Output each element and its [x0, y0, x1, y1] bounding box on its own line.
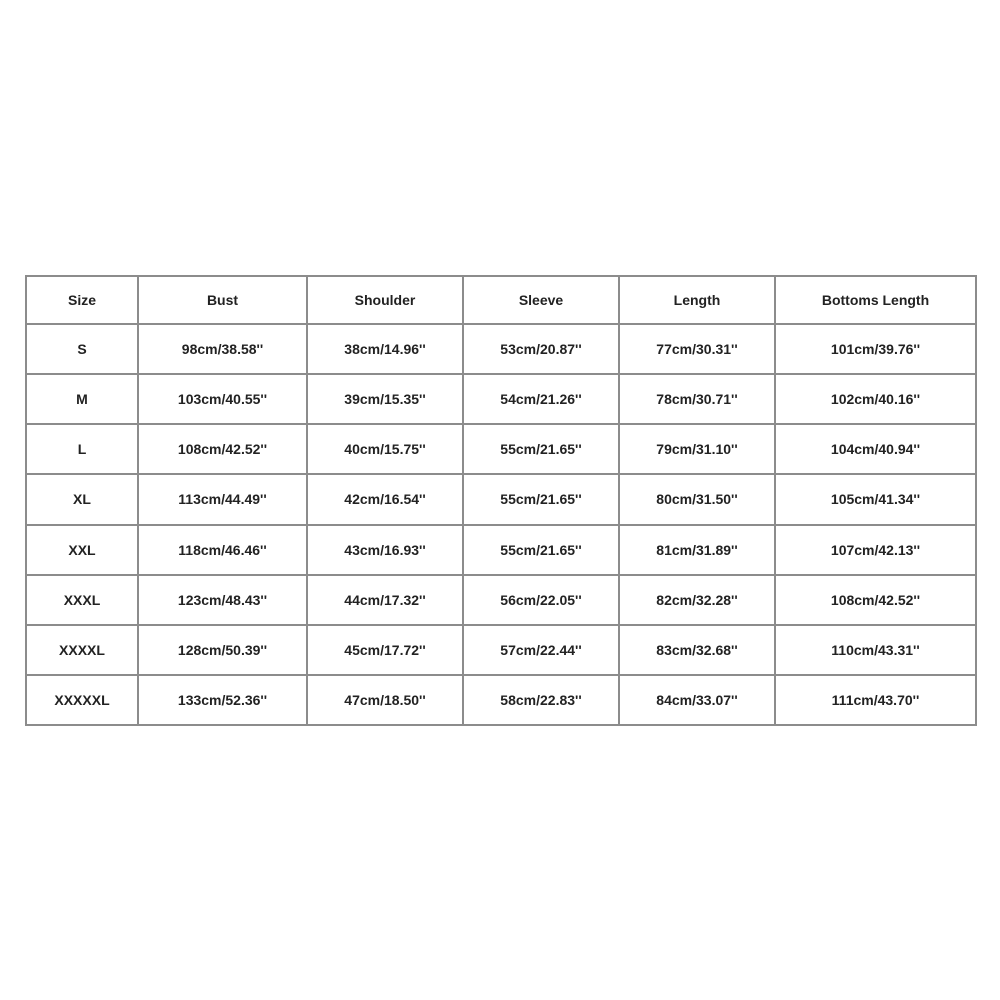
- table-row: [26, 625, 976, 675]
- cell-sleeve: 54cm/21.26'': [463, 374, 619, 424]
- cell-size: XXXXXL: [26, 675, 138, 725]
- cell-sleeve: 55cm/21.65'': [463, 525, 619, 575]
- header-length: Length: [619, 276, 775, 324]
- cell-size: XXL: [26, 525, 138, 575]
- cell-size: M: [26, 374, 138, 424]
- table-row: [26, 324, 976, 374]
- cell-length: 82cm/32.28'': [619, 575, 775, 625]
- cell-sleeve: 55cm/21.65'': [463, 474, 619, 524]
- table-row: [26, 675, 976, 725]
- table-row: [26, 525, 976, 575]
- size-chart-header: [26, 276, 976, 324]
- cell-shoulder: 42cm/16.54'': [307, 474, 463, 524]
- cell-size: S: [26, 324, 138, 374]
- cell-size: XXXXL: [26, 625, 138, 675]
- cell-bottoms-length: 108cm/42.52'': [775, 575, 976, 625]
- cell-bust: 118cm/46.46'': [138, 525, 307, 575]
- cell-bottoms-length: 102cm/40.16'': [775, 374, 976, 424]
- cell-sleeve: 58cm/22.83'': [463, 675, 619, 725]
- header-size: Size: [26, 276, 138, 324]
- cell-bust: 108cm/42.52'': [138, 424, 307, 474]
- cell-size: XL: [26, 474, 138, 524]
- cell-shoulder: 47cm/18.50'': [307, 675, 463, 725]
- header-bottoms-length: Bottoms Length: [775, 276, 976, 324]
- cell-bust: 113cm/44.49'': [138, 474, 307, 524]
- table-row: [26, 424, 976, 474]
- cell-bottoms-length: 105cm/41.34'': [775, 474, 976, 524]
- cell-length: 77cm/30.31'': [619, 324, 775, 374]
- cell-shoulder: 45cm/17.72'': [307, 625, 463, 675]
- cell-size: XXXL: [26, 575, 138, 625]
- cell-length: 81cm/31.89'': [619, 525, 775, 575]
- cell-length: 80cm/31.50'': [619, 474, 775, 524]
- table-row: [26, 474, 976, 524]
- header-bust: Bust: [138, 276, 307, 324]
- header-row: [26, 276, 976, 324]
- size-chart-body: [26, 324, 976, 725]
- header-shoulder: Shoulder: [307, 276, 463, 324]
- cell-sleeve: 53cm/20.87'': [463, 324, 619, 374]
- size-chart-table: [25, 275, 977, 726]
- table-row: [26, 374, 976, 424]
- cell-bottoms-length: 111cm/43.70'': [775, 675, 976, 725]
- cell-bottoms-length: 101cm/39.76'': [775, 324, 976, 374]
- cell-shoulder: 44cm/17.32'': [307, 575, 463, 625]
- cell-sleeve: 57cm/22.44'': [463, 625, 619, 675]
- cell-bottoms-length: 107cm/42.13'': [775, 525, 976, 575]
- cell-bottoms-length: 110cm/43.31'': [775, 625, 976, 675]
- header-sleeve: Sleeve: [463, 276, 619, 324]
- cell-bust: 133cm/52.36'': [138, 675, 307, 725]
- cell-length: 84cm/33.07'': [619, 675, 775, 725]
- cell-shoulder: 40cm/15.75'': [307, 424, 463, 474]
- cell-shoulder: 38cm/14.96'': [307, 324, 463, 374]
- cell-bust: 123cm/48.43'': [138, 575, 307, 625]
- cell-shoulder: 39cm/15.35'': [307, 374, 463, 424]
- cell-length: 79cm/31.10'': [619, 424, 775, 474]
- cell-bust: 103cm/40.55'': [138, 374, 307, 424]
- cell-shoulder: 43cm/16.93'': [307, 525, 463, 575]
- cell-bust: 98cm/38.58'': [138, 324, 307, 374]
- cell-sleeve: 56cm/22.05'': [463, 575, 619, 625]
- table-row: [26, 575, 976, 625]
- cell-length: 78cm/30.71'': [619, 374, 775, 424]
- cell-sleeve: 55cm/21.65'': [463, 424, 619, 474]
- cell-size: L: [26, 424, 138, 474]
- cell-bottoms-length: 104cm/40.94'': [775, 424, 976, 474]
- cell-bust: 128cm/50.39'': [138, 625, 307, 675]
- cell-length: 83cm/32.68'': [619, 625, 775, 675]
